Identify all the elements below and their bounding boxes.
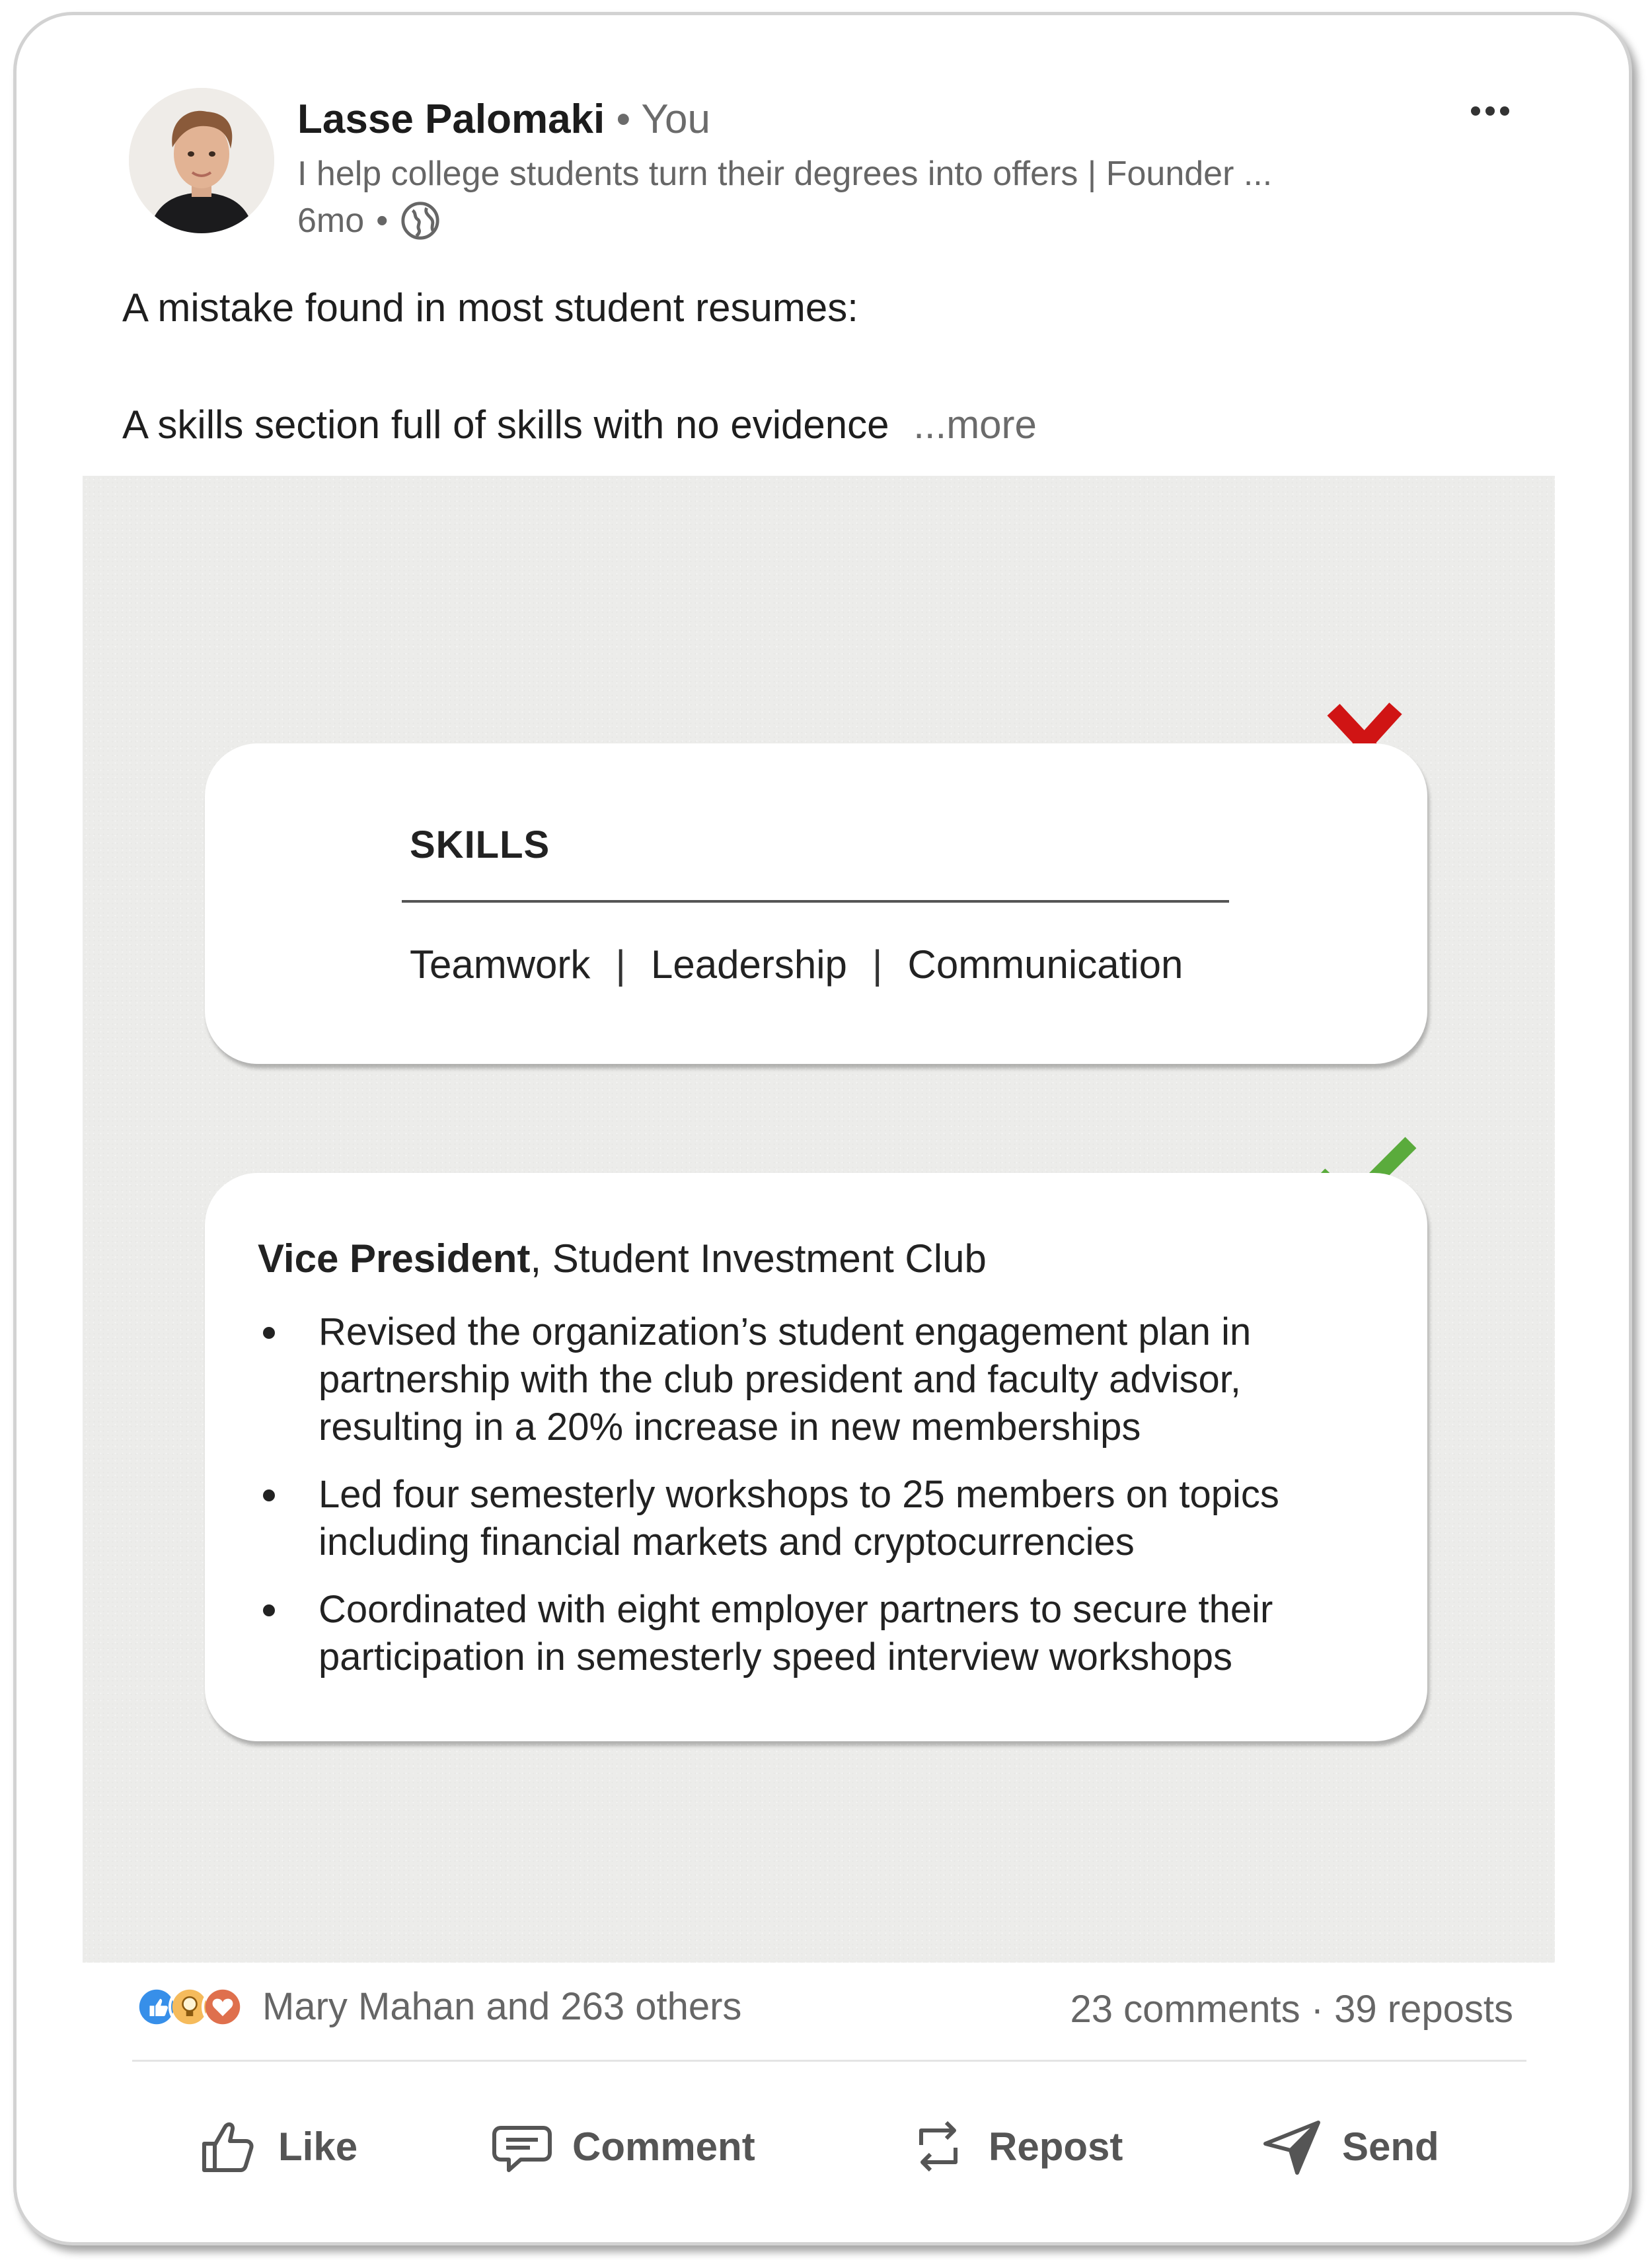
skills-list — [410, 942, 1183, 987]
see-more-link[interactable]: ...more — [913, 402, 1037, 447]
comment-button[interactable] — [489, 2107, 755, 2186]
author-avatar[interactable] — [129, 88, 274, 233]
post-actions-bar — [17, 2107, 1632, 2186]
experience-bullets — [258, 1308, 1381, 1701]
post-text-content: A skills section full of skills with no evidence — [122, 402, 889, 447]
reactions-text[interactable]: Mary Mahan and 263 others — [262, 1985, 742, 2028]
repost-label: Repost — [989, 2124, 1123, 2169]
counts-separator: · — [1300, 1988, 1335, 2031]
feed-post-card — [13, 12, 1632, 2245]
skill-item: Leadership — [651, 942, 847, 987]
reposts-count[interactable]: 39 reposts — [1334, 1988, 1513, 2031]
actions-divider — [132, 2060, 1526, 2062]
post-text-line: A mistake found in most student resumes: — [122, 285, 858, 330]
ellipsis-icon — [1457, 88, 1523, 134]
skill-separator: | — [615, 942, 626, 987]
skill-item: Communication — [907, 942, 1183, 987]
experience-bullet: Coordinated with eight employer partners to secure their participation in semesterly speed interview workshops — [258, 1586, 1381, 1681]
good-experience-example — [205, 1173, 1427, 1741]
experience-bullet: Led four semesterly workshops to 25 members on topics including financial markets and cryptocurrencies — [258, 1471, 1381, 1566]
author-relation: You — [641, 96, 710, 142]
experience-role: Vice President — [258, 1236, 531, 1281]
like-label: Like — [278, 2124, 358, 2169]
like-button[interactable] — [195, 2107, 357, 2186]
send-button[interactable] — [1259, 2107, 1439, 2186]
experience-bullet: Revised the organization’s student engagement plan in partnership with the club president and faculty advisor, resulting in a 20% increase in new memberships — [258, 1308, 1381, 1451]
repost-button[interactable] — [905, 2107, 1123, 2186]
author-separator: • — [616, 96, 631, 142]
globe-icon — [400, 200, 441, 241]
skill-separator: | — [872, 942, 883, 987]
author-headline: I help college students turn their degrees into offers | Founder ... — [297, 155, 1273, 193]
comments-count[interactable]: 23 comments — [1070, 1988, 1300, 2031]
thumbs-up-icon — [195, 2113, 261, 2179]
comment-icon — [489, 2113, 555, 2179]
reactions-summary[interactable] — [135, 1984, 741, 2029]
repost-icon — [905, 2113, 971, 2179]
post-text-line — [122, 402, 1037, 447]
experience-heading — [258, 1236, 987, 1281]
bad-skills-example — [205, 743, 1427, 1064]
send-icon — [1259, 2113, 1325, 2179]
skills-title: SKILLS — [410, 823, 550, 866]
author-line — [297, 96, 710, 143]
skills-divider — [402, 900, 1229, 903]
engagement-counts — [1070, 1987, 1513, 2031]
author-name[interactable]: Lasse Palomaki — [297, 96, 605, 142]
post-time: 6mo — [297, 202, 365, 240]
post-meta — [297, 200, 441, 241]
skill-item: Teamwork — [410, 942, 591, 987]
love-reaction-icon — [202, 1986, 244, 2028]
send-label: Send — [1342, 2124, 1439, 2169]
post-image[interactable] — [83, 476, 1555, 1963]
comment-label: Comment — [572, 2124, 755, 2169]
meta-separator: • — [376, 202, 389, 240]
experience-org: , Student Investment Club — [530, 1236, 987, 1281]
more-options-button[interactable] — [1457, 88, 1523, 134]
